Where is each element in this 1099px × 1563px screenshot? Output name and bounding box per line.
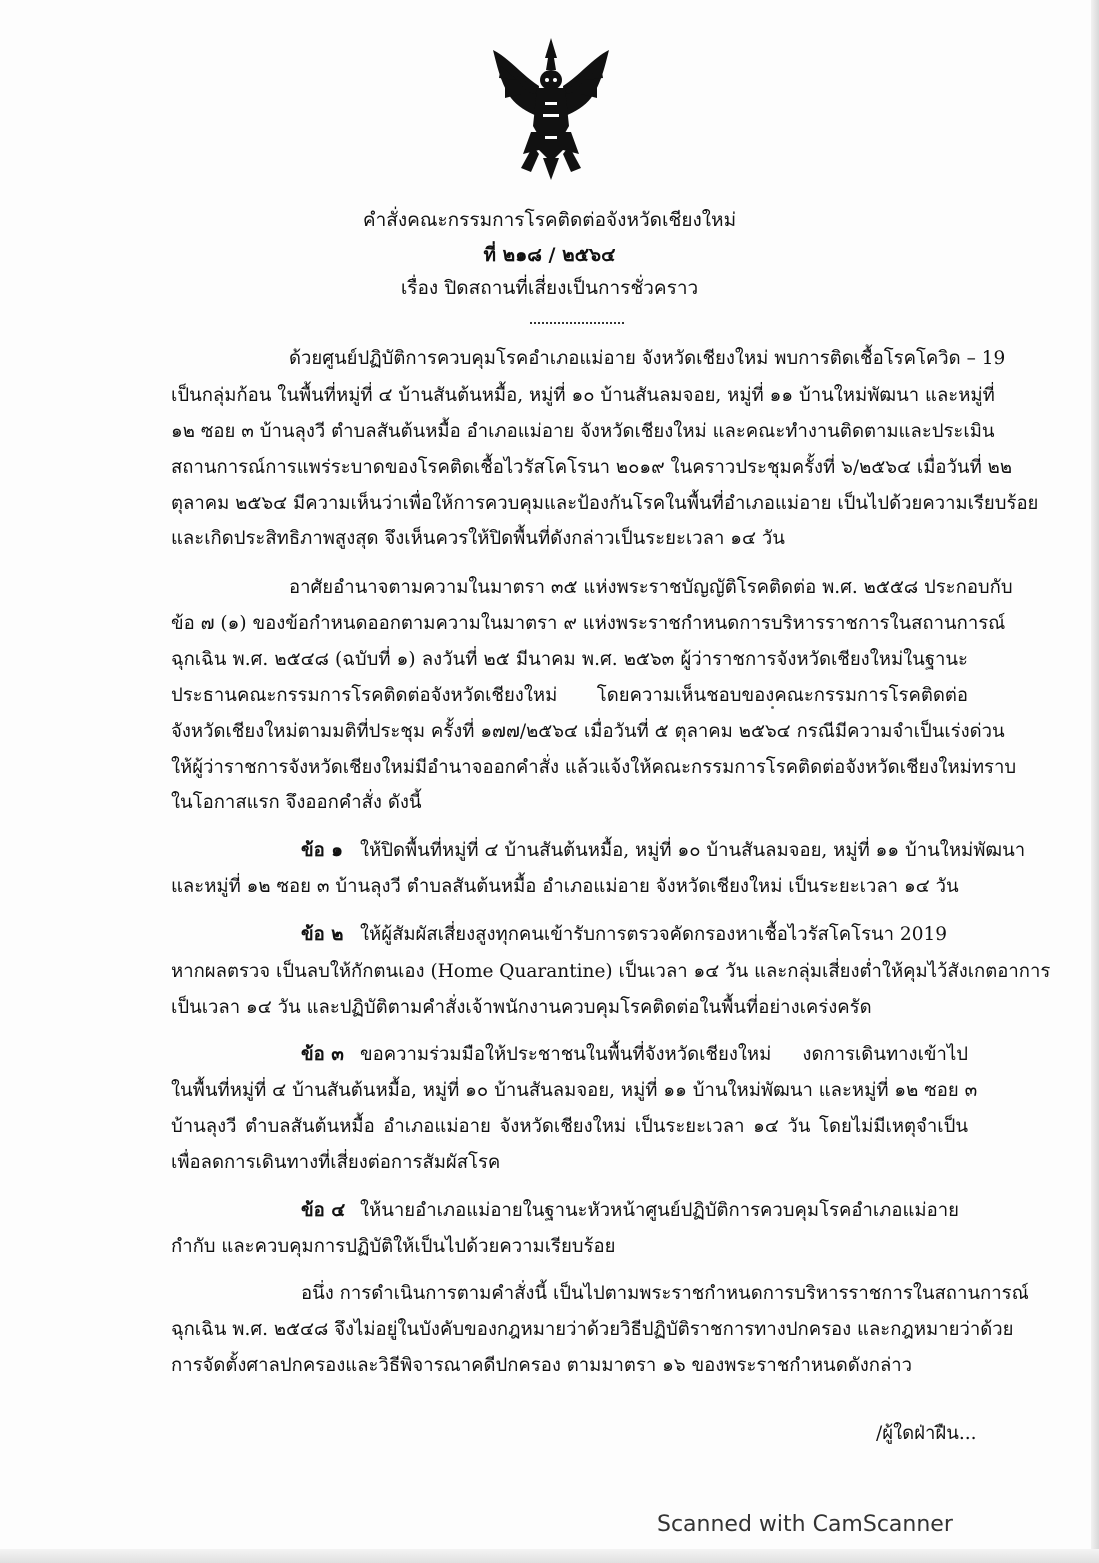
camscanner-watermark: Scanned with CamScanner: [657, 1512, 953, 1537]
clause-line: ให้ปิดพื้นที่หมู่ที่ ๔ บ้านสันต้นหมื้อ, หมู่ที่ ๑๐ บ้านสันลมจอย, หมู่ที่ ๑๑ บ้านใหม่พัฒนา: [360, 840, 1026, 861]
continuation-marker: /ผู้ใดฝ่าฝืน...: [876, 1423, 977, 1444]
clause-line: ให้นายอำเภอแม่อายในฐานะหัวหน้าศูนย์ปฏิบัติการควบคุมโรคอำเภอแม่อาย: [360, 1200, 959, 1221]
clause-4-label: ข้อ ๔: [301, 1200, 346, 1221]
order-title: คำสั่งคณะกรรมการโรคติดต่อจังหวัดเชียงใหม่: [362, 209, 737, 231]
clause-line: และหมู่ที่ ๑๒ ซอย ๓ บ้านลุงวี ตำบลสันต้นหมื้อ อำเภอแม่อาย จังหวัดเชียงใหม่ เป็นระยะเวลา ๑๔ วัน: [171, 876, 959, 897]
garuda-emblem-icon: [487, 36, 615, 182]
order-subject: เรื่อง ปิดสถานที่เสี่ยงเป็นการชั่วคราว: [400, 277, 699, 299]
paragraph-line: อาศัยอำนาจตามความในมาตรา ๓๕ แห่งพระราชบัญญัติโรคติดต่อ พ.ศ. ๒๕๕๘ ประกอบกับ: [289, 577, 1013, 598]
clause-line: ขอความร่วมมือให้ประชาชนในพื้นที่จังหวัดเชียงใหม่ งดการเดินทางเข้าไป: [360, 1044, 968, 1065]
clause-line: หากผลตรวจ เป็นลบให้กักตนเอง (Home Quarantine) เป็นเวลา ๑๔ วัน และกลุ่มเสี่ยงต่ำให้คุมไว้สังเกตอาการ: [171, 961, 1051, 982]
clause-line: กำกับ และควบคุมการปฏิบัติให้เป็นไปด้วยความเรียบร้อย: [171, 1236, 616, 1257]
clause-line: เป็นเวลา ๑๔ วัน และปฏิบัติตามคำสั่งเจ้าพนักงานควบคุมโรคติดต่อในพื้นที่อย่างเคร่งครัด: [171, 997, 872, 1018]
header-dotted-rule: [530, 322, 624, 324]
page-edge-shadow: [1091, 0, 1099, 1563]
clause-line: บ้านลุงวี ตำบลสันต้นหมื้อ อำเภอแม่อาย จังหวัดเชียงใหม่ เป็นระยะเวลา ๑๔ วัน โดยไม่มีเหตุจำเป็น: [171, 1116, 968, 1137]
paragraph-line: จังหวัดเชียงใหม่ตามมติที่ประชุม ครั้งที่ ๑๗๗/๒๕๖๔ เมื่อวันที่ ๕ ตุลาคม ๒๕๖๔ กรณีมีความจำเป็นเร่งด่วน: [171, 721, 1005, 742]
clause-line: เพื่อลดการเดินทางที่เสี่ยงต่อการสัมผัสโรค: [171, 1152, 501, 1173]
paragraph-line: ด้วยศูนย์ปฏิบัติการควบคุมโรคอำเภอแม่อาย จังหวัดเชียงใหม่ พบการติดเชื้อโรคโควิด – 19: [289, 348, 1006, 369]
paragraph-line: เป็นกลุ่มก้อน ในพื้นที่หมู่ที่ ๔ บ้านสันต้นหมื้อ, หมู่ที่ ๑๐ บ้านสันลมจอย, หมู่ที่ ๑๑ บ้านใหม่พัฒนา และหมู่ที่: [171, 385, 995, 406]
clause-line: ให้ผู้สัมผัสเสี่ยงสูงทุกคนเข้ารับการตรวจคัดกรองหาเชื้อไวรัสโคโรนา 2019: [360, 924, 948, 945]
paragraph-line: ประธานคณะกรรมการโรคติดต่อจังหวัดเชียงใหม่ โดยความเห็นชอบของคณะกรรมการโรคติดต่อ: [171, 685, 968, 706]
page-bottom-shadow: [0, 1549, 1099, 1563]
paragraph-line: อนึ่ง การดำเนินการตามคำสั่งนี้ เป็นไปตามพระราชกำหนดการบริหารราชการในสถานการณ์: [301, 1283, 1029, 1304]
paragraph-line: ในโอกาสแรก จึงออกคำสั่ง ดังนี้: [171, 792, 422, 813]
paragraph-line: และเกิดประสิทธิภาพสูงสุด จึงเห็นควรให้ปิดพื้นที่ดังกล่าวเป็นระยะเวลา ๑๔ วัน: [171, 528, 785, 549]
paragraph-line: ข้อ ๗ (๑) ของข้อกำหนดออกตามความในมาตรา ๙ แห่งพระราชกำหนดการบริหารราชการในสถานการณ์: [171, 613, 1006, 634]
paragraph-line: ฉุกเฉิน พ.ศ. ๒๕๔๘ (ฉบับที่ ๑) ลงวันที่ ๒๕ มีนาคม พ.ศ. ๒๕๖๓ ผู้ว่าราชการจังหวัดเชียงใหม่ในฐานะ: [171, 649, 968, 670]
clause-2-label: ข้อ ๒: [301, 924, 344, 945]
paragraph-line: ฉุกเฉิน พ.ศ. ๒๕๔๘ จึงไม่อยู่ในบังคับของกฎหมายว่าด้วยวิธีปฏิบัติราชการทางปกครอง และกฎหมายว่าด้วย: [171, 1319, 1014, 1340]
order-number: ที่ ๒๑๘ / ๒๕๖๔: [483, 244, 616, 266]
paragraph-line: ตุลาคม ๒๕๖๔ มีความเห็นว่าเพื่อให้การควบคุมและป้องกันโรคในพื้นที่อำเภอแม่อาย เป็นไปด้วยความเรียบร้อย: [171, 493, 1039, 514]
clause-line: ในพื้นที่หมู่ที่ ๔ บ้านสันต้นหมื้อ, หมู่ที่ ๑๐ บ้านสันลมจอย, หมู่ที่ ๑๑ บ้านใหม่พัฒนา และหมู่ที่ ๑๒ ซอย ๓: [171, 1080, 978, 1101]
paragraph-line: ให้ผู้ว่าราชการจังหวัดเชียงใหม่มีอำนาจออกคำสั่ง แล้วแจ้งให้คณะกรรมการโรคติดต่อจังหวัดเชียงใหม่ทราบ: [171, 757, 1017, 778]
clause-3-label: ข้อ ๓: [301, 1044, 344, 1065]
paragraph-line: สถานการณ์การแพร่ระบาดของโรคติดเชื้อไวรัสโคโรนา ๒๐๑๙ ในคราวประชุมครั้งที่ ๖/๒๕๖๔ เมื่อวันที่ ๒๒: [171, 457, 1013, 478]
scan-speck: [771, 706, 774, 709]
clause-1-label: ข้อ ๑: [301, 840, 343, 861]
paragraph-line: ๑๒ ซอย ๓ บ้านลุงวี ตำบลสันต้นหมื้อ อำเภอแม่อาย จังหวัดเชียงใหม่ และคณะทำงานติดตามและประเมิน: [171, 421, 995, 442]
paragraph-line: การจัดตั้งศาลปกครองและวิธีพิจารณาคดีปกครอง ตามมาตรา ๑๖ ของพระราชกำหนดดังกล่าว: [171, 1355, 913, 1376]
